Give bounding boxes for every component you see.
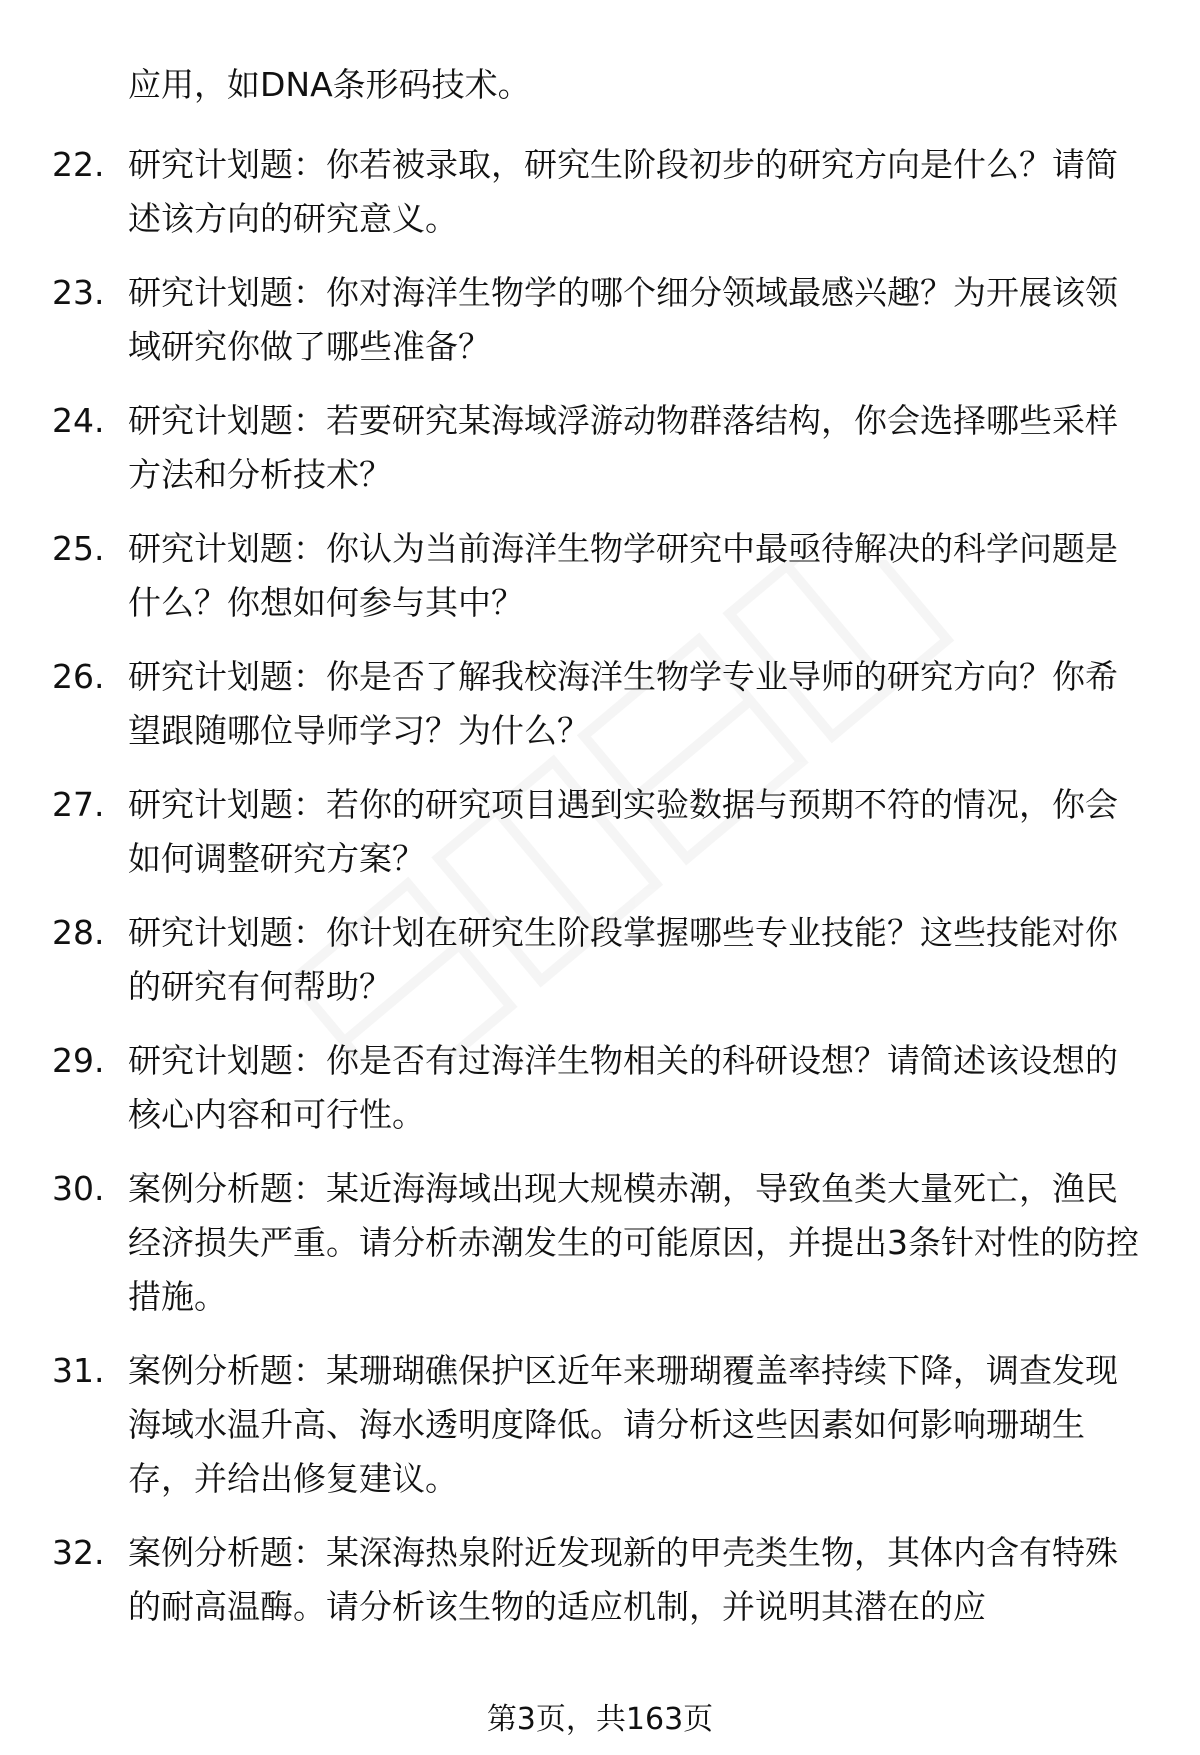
continuation-text: 应用，如DNA条形码技术。 <box>128 65 531 104</box>
question-item <box>0 906 1200 1014</box>
question-item <box>0 394 1200 502</box>
question-number: 29. <box>52 1041 105 1080</box>
question-item <box>0 778 1200 886</box>
question-number: 23. <box>52 273 105 312</box>
page-number-footer: 第3页，共163页 <box>486 1702 714 1737</box>
question-item <box>0 1162 1200 1324</box>
question-text: 案例分析题：某珊瑚礁保护区近年来珊瑚覆盖率持续下降，调查发现海域水温升高、海水透明度降低。请分析这些因素如何影响珊瑚生存，并给出修复建议。 <box>128 1351 1118 1498</box>
question-text: 研究计划题：你计划在研究生阶段掌握哪些专业技能？这些技能对你的研究有何帮助？ <box>128 913 1118 1006</box>
question-number: 25. <box>52 529 105 568</box>
question-text: 研究计划题：你对海洋生物学的哪个细分领域最感兴趣？为开展该领域研究你做了哪些准备？ <box>128 273 1118 366</box>
question-text: 研究计划题：你若被录取，研究生阶段初步的研究方向是什么？请简述该方向的研究意义。 <box>128 145 1118 238</box>
question-item <box>0 522 1200 630</box>
question-text: 研究计划题：你是否有过海洋生物相关的科研设想？请简述该设想的核心内容和可行性。 <box>128 1041 1118 1134</box>
question-text: 案例分析题：某深海热泉附近发现新的甲壳类生物，其体内含有特殊的耐高温酶。请分析该生物的适应机制，并说明其潜在的应 <box>128 1533 1118 1626</box>
question-item <box>0 1034 1200 1142</box>
question-text: 案例分析题：某近海海域出现大规模赤潮，导致鱼类大量死亡，渔民经济损失严重。请分析赤潮发生的可能原因，并提出3条针对性的防控措施。 <box>128 1169 1139 1316</box>
question-number: 27. <box>52 785 105 824</box>
question-text: 研究计划题：你是否了解我校海洋生物学专业导师的研究方向？你希望跟随哪位导师学习？为什么？ <box>128 657 1118 750</box>
question-item <box>0 650 1200 758</box>
question-item <box>0 138 1200 246</box>
question-number: 30. <box>52 1169 105 1208</box>
question-number: 32. <box>52 1533 105 1572</box>
question-number: 26. <box>52 657 105 696</box>
question-text: 研究计划题：你认为当前海洋生物学研究中最亟待解决的科学问题是什么？你想如何参与其中？ <box>128 529 1118 622</box>
question-number: 24. <box>52 401 105 440</box>
question-item <box>0 266 1200 374</box>
question-number: 28. <box>52 913 105 952</box>
question-number: 31. <box>52 1351 105 1390</box>
question-item <box>0 1526 1200 1634</box>
question-text: 研究计划题：若你的研究项目遇到实验数据与预期不符的情况，你会如何调整研究方案？ <box>128 785 1118 878</box>
question-list <box>0 138 1200 1654</box>
question-number: 22. <box>52 145 105 184</box>
question-text: 研究计划题：若要研究某海域浮游动物群落结构，你会选择哪些采样方法和分析技术？ <box>128 401 1118 494</box>
question-item <box>0 1344 1200 1506</box>
